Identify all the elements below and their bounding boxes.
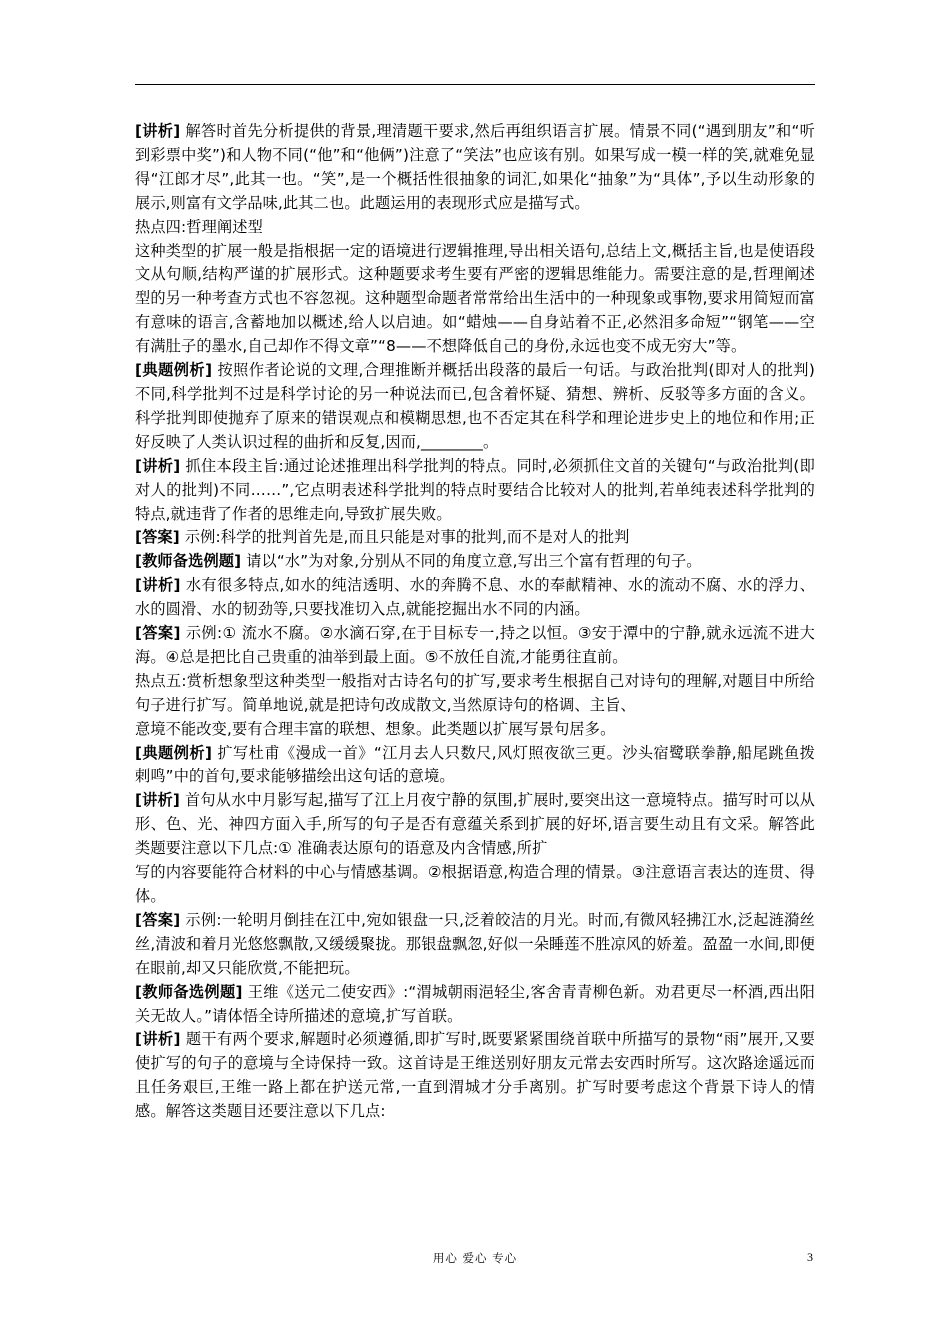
paragraph-text: 热点五:赏析想象型这种类型一般指对古诗名句的扩写,要求考生根据自己对诗句的理解,对题目中所给句子进行扩写。简单地说,就是把诗句改成散文,当然原诗句的格调、主旨、 [135,671,815,714]
paragraph-lead: [典题例析] [135,743,213,762]
paragraph-lead: [典题例析] [135,361,213,380]
paragraph-text: 意境不能改变,要有合理丰富的联想、想象。此类题以扩展写景句居多。 [135,719,616,738]
paragraph [135,240,815,360]
paragraph-text: 扩写杜甫《漫成一首》“江月去人只数尺,风灯照夜欲三更。沙头宿鹭联拳静,船尾跳鱼拨剌鸣”中的首句,要求能够描绘出这句话的意境。 [135,743,815,786]
page-number: 3 [807,1250,813,1264]
paragraph [135,120,815,216]
paragraph-text: 写的内容要能符合材料的中心与情感基调。②根据语意,构造合理的情景。③注意语言表达的连贯、得体。 [135,863,815,905]
paragraph [135,359,815,455]
paragraph-lead: [答案] [135,528,180,547]
paragraph-text: 题干有两个要求,解题时必须遵循,即扩写时,既要紧紧围绕首联中所描写的景物“雨”展开,又要使扩写的句子的意境与全诗保持一致。这首诗是王维送别好朋友元常去安西时所写。这次路途遥远而且任务艰巨,王维一路上都在护送元常,一直到渭城才分手离别。扩写时要考虑这个背景下诗人的情感。解答这类题目还要注意以下几点: [135,1030,816,1121]
paragraph-text: 示例:一轮明月倒挂在江中,宛如银盘一只,泛着皎洁的月光。时而,有微风轻拂江水,泛起涟漪丝丝,清波和着月光悠悠飘散,又缓缓聚拢。那银盘飘忽,好似一朵睡莲不胜凉风的娇羞。盈盈一水间,即便在眼前,却又只能欣赏,不能把玩。 [135,910,815,977]
paragraph-lead: [讲析] [135,456,181,475]
footer-motto: 用心 爱心 专心 [432,1251,518,1265]
paragraph-lead: [讲析] [135,576,181,595]
paragraph-text: 热点四:哲理阐述型 [135,217,263,236]
paragraph-lead: [讲析] [135,122,181,140]
document-body [135,120,815,1124]
paragraph-text: 示例:① 流水不腐。②水滴石穿,在于目标专一,持之以恒。③安于潭中的宁静,就永远流不进大海。④总是把比自己贵重的油举到最上面。⑤不放任自流,才能勇往直前。 [135,624,815,666]
paragraph [135,455,815,527]
paragraph-lead: [讲析] [135,1030,181,1049]
paragraph [135,526,815,550]
paragraph-lead: [答案] [135,624,181,643]
paragraph [135,981,815,1029]
paragraph-lead: [答案] [135,910,181,929]
paragraph [135,1028,815,1124]
paragraph [135,909,815,981]
paragraph [135,789,815,861]
paragraph-text: 请以“水”为对象,分别从不同的角度立意,写出三个富有哲理的句子。 [241,552,702,571]
paragraph-text: 王维《送元二使安西》:“渭城朝雨浥轻尘,客舍青青柳色新。劝君更尽一杯酒,西出阳关无故人。”请体悟全诗所描述的意境,扩写首联。 [135,982,815,1025]
paragraph [135,670,815,718]
paragraph-text: 示例:科学的批判首先是,而且只能是对事的批判,而不是对人的批判 [179,528,630,547]
paragraph-text: 水有很多特点,如水的纯洁透明、水的奔腾不息、水的奉献精神、水的流动不腐、水的浮力、水的圆滑、水的韧劲等,只要找准切入点,就能挖掘出水不同的内涵。 [135,576,815,619]
paragraph-text: 首句从水中月影写起,描写了江上月夜宁静的氛围,扩展时,要突出这一意境特点。描写时可以从形、色、光、神四方面入手,所写的句子是否有意蕴关系到扩展的好坏,语言要生动且有文采。解答此类题要注意以下几点:① 准确表达原句的语意及内含情感,所扩 [135,791,816,858]
paragraph [135,574,815,622]
paragraph-text: 解答时首先分析提供的背景,理清题干要求,然后再组织语言扩展。情景不同(“遇到朋友”和“听到彩票中奖”)和人物不同(“他”和“他俩”)注意了“笑法”也应该有别。如果写成一模一样的笑,就难免显得“江郎才尽”,此其一也。“笑”,是一个概括性很抽象的词汇,如果化“抽象”为“具体”,予以生动形象的展示,则富有文学品味,此其二也。此题运用的表现形式应是描写式。 [135,122,816,212]
paragraph-lead: [教师备选例题] [135,552,242,571]
paragraph-lead: [教师备选例题] [135,982,243,1001]
paragraph-text: 按照作者论说的文理,合理推断并概括出段落的最后一句话。与政治批判(即对人的批判)不同,科学批判不过是科学讨论的另一种说法而已,包含着怀疑、猜想、辨析、反驳等多方面的含义。科学批判即使抛弃了原来的错误观点和模糊思想,也不否定其在科学和理论进步史上的地位和作用;正好反映了人类认识过程的曲折和反复,因而,________。 [135,361,815,451]
paragraph [135,861,815,909]
paragraph-lead: [讲析] [135,791,180,810]
paragraph-text: 这种类型的扩展一般是指根据一定的语境进行逻辑推理,导出相关语句,总结上文,概括主旨,也是使语段文从句顺,结构严谨的扩展形式。这种题要求考生要有严密的逻辑思维能力。需要注意的是,哲理阐述型的另一种考查方式也不容忽视。这种题型命题者常常给出生活中的一种现象或事物,要求用简短而富有意味的语言,含蓄地加以概述,给人以启迪。如“蜡烛——自身站着不正,必然泪多命短”“钢笔——空有满肚子的墨水,自己却作不得文章”“8——不想降低自己的身份,永远也变不成无穷大”等。 [135,241,815,356]
paragraph [135,550,815,574]
paragraph-text: 抓住本段主旨:通过论述推理出科学批判的特点。同时,必须抓住文首的关键句“与政治批判(即对人的批判)不同……”,它点明表述科学批判的特点时要结合比较对人的批判,若单纯表述科学批判的特点,就违背了作者的思维走向,导致扩展失败。 [135,456,815,523]
section-heading [135,216,815,240]
paragraph [135,718,815,742]
paragraph [135,742,815,790]
paragraph [135,622,815,670]
header-rule [135,84,815,85]
